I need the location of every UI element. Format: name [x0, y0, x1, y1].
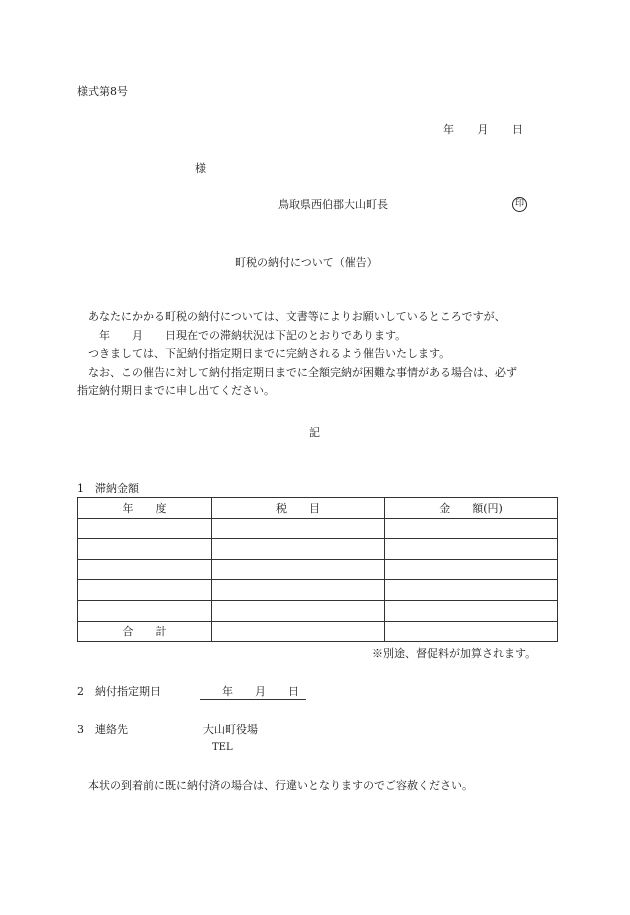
table-row	[78, 539, 558, 560]
column-header-year: 年 度	[78, 498, 212, 519]
sender-name: 鳥取県西伯郡大山町長	[278, 198, 388, 211]
table-cell	[385, 580, 558, 601]
table-row	[78, 518, 558, 539]
payment-due-date	[200, 685, 306, 700]
table-cell	[78, 580, 212, 601]
table-row	[78, 600, 558, 621]
table-cell	[212, 580, 385, 601]
due-date-value: 年 月 日	[200, 685, 306, 700]
table-cell	[212, 539, 385, 560]
table-cell	[212, 559, 385, 580]
arrears-table	[77, 497, 558, 642]
table-total-row	[78, 621, 558, 642]
body-line: 年 月 日現在での滞納状況は下記のとおりであります。	[77, 328, 407, 342]
contact-tel-label: TEL	[212, 742, 233, 753]
table-cell	[212, 518, 385, 539]
body-line: なお、この催告に対して納付指定期日までに全額完納が困難な事情がある場合は、必ず	[77, 365, 517, 379]
table-cell	[385, 559, 558, 580]
seal-mark: 印	[512, 197, 527, 212]
body-line: 指定納付期日までに申し出てください。	[77, 384, 275, 397]
body-line: あなたにかかる町税の納付については、文書等によりお願いしているところですが、	[77, 310, 506, 323]
section3-heading: 3 連絡先	[77, 723, 128, 736]
table-cell	[78, 600, 212, 621]
table-cell	[78, 539, 212, 560]
total-amount-cell	[385, 621, 558, 642]
document-title: 町税の納付について（催告）	[235, 256, 378, 269]
table-cell	[385, 539, 558, 560]
form-number: 様式第8号	[77, 85, 128, 98]
ki-heading: 記	[309, 426, 320, 439]
recipient-suffix: 様	[195, 162, 206, 175]
body-text	[77, 308, 557, 401]
table-cell	[78, 559, 212, 580]
issue-date: 年 月 日	[443, 123, 524, 136]
table-cell	[78, 518, 212, 539]
total-tax-item-cell	[212, 621, 385, 642]
table-cell	[212, 600, 385, 621]
column-header-amount: 金 額(円)	[385, 498, 558, 519]
column-header-tax-item: 税 目	[212, 498, 385, 519]
table-row	[78, 559, 558, 580]
closing-note: 本状の到着前に既に納付済の場合は、行違いとなりますのでご容赦ください。	[77, 779, 473, 792]
table-header-row	[78, 498, 558, 519]
surcharge-note: ※別途、督促料が加算されます。	[372, 647, 537, 660]
table-row	[78, 580, 558, 601]
section2-heading: 2 納付指定期日	[77, 685, 161, 698]
total-label: 合 計	[78, 621, 212, 642]
section1-heading: 1 滞納金額	[77, 482, 139, 495]
table-cell	[385, 518, 558, 539]
table-cell	[385, 600, 558, 621]
contact-office: 大山町役場	[203, 723, 258, 736]
body-line: つきましては、下記納付指定期日までに完納されるよう催告いたします。	[77, 347, 451, 360]
